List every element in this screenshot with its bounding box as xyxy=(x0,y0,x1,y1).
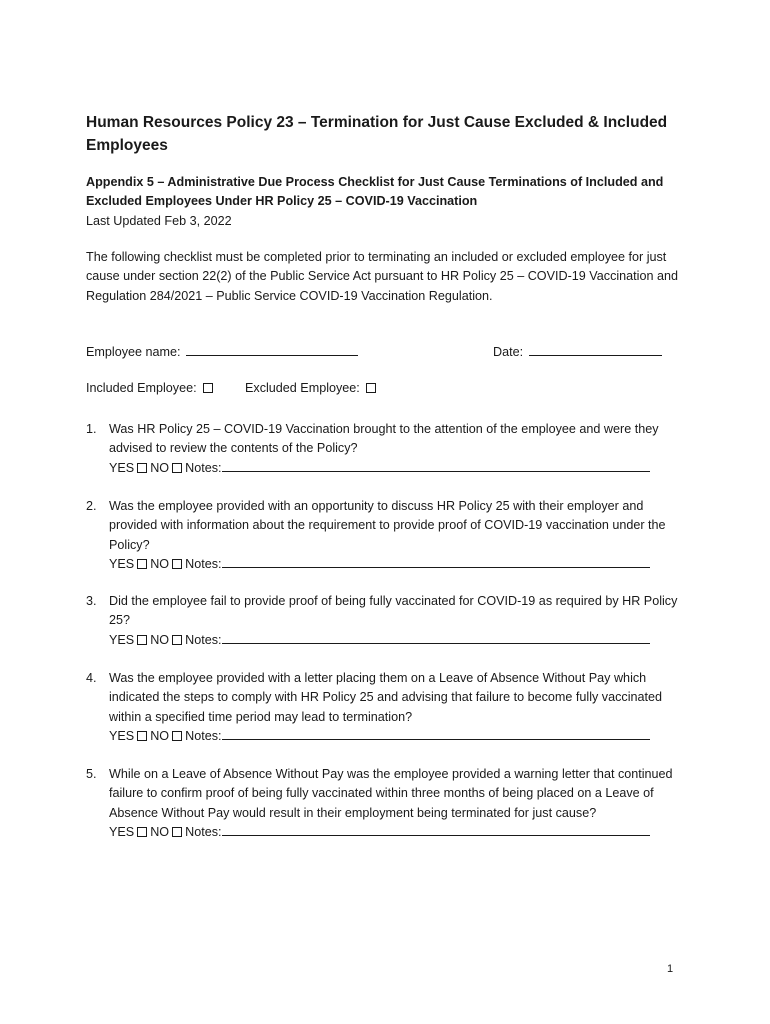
answer-row xyxy=(109,823,678,842)
no-checkbox[interactable] xyxy=(172,827,182,837)
excluded-employee-group xyxy=(245,381,379,395)
last-updated: Last Updated Feb 3, 2022 xyxy=(86,214,232,228)
date-group xyxy=(493,343,662,359)
question-number: 5. xyxy=(86,767,97,781)
yes-label: YES xyxy=(109,632,135,647)
notes-label: Notes: xyxy=(185,632,222,647)
notes-label: Notes: xyxy=(185,556,222,571)
page-number: 1 xyxy=(667,963,674,975)
employee-info-row xyxy=(86,343,676,363)
excluded-employee-label: Excluded Employee: xyxy=(245,381,360,395)
appendix-heading: Appendix 5 – Administrative Due Process Checklist for Just Cause Terminations of Included and Excluded Employees Under HR Policy 25 – COVID-19 Vaccination xyxy=(86,175,664,208)
no-checkbox[interactable] xyxy=(172,463,182,473)
employee-name-group xyxy=(86,343,358,359)
answer-row xyxy=(109,631,678,650)
question-text: While on a Leave of Absence Without Pay was the employee provided a warning letter that continued failure to confirm proof of being fully vaccinated within three months of being placed on a Leave of Absence Without Pay would result in their employment being terminated for just cause? xyxy=(109,767,673,820)
no-checkbox[interactable] xyxy=(172,731,182,741)
question-number: 1. xyxy=(86,422,97,436)
yes-label: YES xyxy=(109,824,135,839)
date-field[interactable] xyxy=(529,343,662,356)
included-employee-label: Included Employee: xyxy=(86,381,197,395)
yes-checkbox[interactable] xyxy=(137,635,147,645)
excluded-employee-checkbox[interactable] xyxy=(366,383,376,393)
notes-field[interactable] xyxy=(222,727,650,740)
question-text: Did the employee fail to provide proof of being fully vaccinated for COVID-19 as required by HR Policy 25? xyxy=(109,594,678,628)
no-label: NO xyxy=(150,556,170,571)
question-number: 2. xyxy=(86,499,97,513)
notes-field[interactable] xyxy=(222,459,650,472)
yes-checkbox[interactable] xyxy=(137,827,147,837)
answer-row xyxy=(109,459,678,478)
notes-field[interactable] xyxy=(222,823,650,836)
checklist-question-1 xyxy=(86,420,678,478)
question-text: Was the employee provided with an opportunity to discuss HR Policy 25 with their employer and provided with information about the requirement to provide proof of COVID-19 vaccination under the Policy? xyxy=(109,499,666,552)
yes-checkbox[interactable] xyxy=(137,731,147,741)
question-text: Was HR Policy 25 – COVID-19 Vaccination brought to the attention of the employee and were they advised to review the contents of the Policy? xyxy=(109,422,659,456)
yes-label: YES xyxy=(109,556,135,571)
notes-field[interactable] xyxy=(222,555,650,568)
date-label: Date: xyxy=(493,345,524,359)
employee-type-row xyxy=(86,381,676,401)
question-number: 3. xyxy=(86,594,97,608)
employee-name-label: Employee name: xyxy=(86,345,181,359)
yes-label: YES xyxy=(109,460,135,475)
notes-label: Notes: xyxy=(185,728,222,743)
answer-row xyxy=(109,727,678,746)
yes-label: YES xyxy=(109,728,135,743)
checklist-question-4 xyxy=(86,669,678,746)
question-number: 4. xyxy=(86,671,97,685)
no-checkbox[interactable] xyxy=(172,635,182,645)
yes-checkbox[interactable] xyxy=(137,463,147,473)
notes-label: Notes: xyxy=(185,460,222,475)
no-checkbox[interactable] xyxy=(172,559,182,569)
yes-checkbox[interactable] xyxy=(137,559,147,569)
notes-label: Notes: xyxy=(185,824,222,839)
checklist-question-5 xyxy=(86,765,678,842)
checklist-question-2 xyxy=(86,497,678,574)
checklist-question-3 xyxy=(86,592,678,650)
no-label: NO xyxy=(150,824,170,839)
included-employee-checkbox[interactable] xyxy=(203,383,213,393)
notes-field[interactable] xyxy=(222,631,650,644)
intro-paragraph: The following checklist must be completed prior to terminating an included or excluded employee for just cause under section 22(2) of the Public Service Act pursuant to HR Policy 25 – COVID-19 Vaccination and Regulation 284/2021 – Public Service COVID-19 Vaccination Regulation. xyxy=(86,250,678,303)
employee-name-field[interactable] xyxy=(186,343,358,356)
document-title: Human Resources Policy 23 – Termination for Just Cause Excluded & Included Employees xyxy=(86,114,668,154)
answer-row xyxy=(109,555,678,574)
included-employee-group xyxy=(86,381,216,395)
no-label: NO xyxy=(150,632,170,647)
no-label: NO xyxy=(150,728,170,743)
question-text: Was the employee provided with a letter placing them on a Leave of Absence Without Pay which indicated the steps to comply with HR Policy 25 and advising that failure to become fully vaccinated within a specified time period may lead to termination? xyxy=(109,671,663,724)
no-label: NO xyxy=(150,460,170,475)
